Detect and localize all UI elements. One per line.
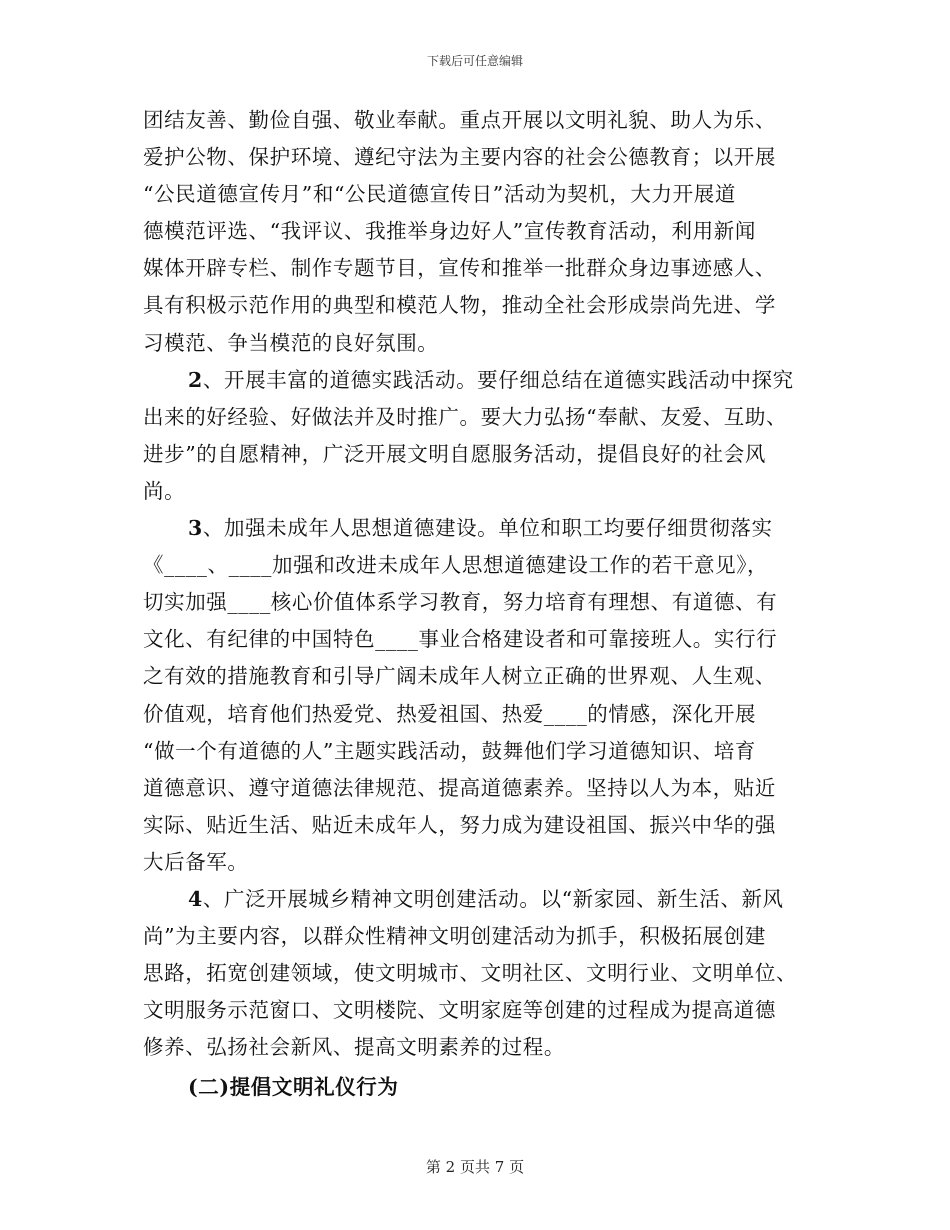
item-number: 3 [188, 516, 203, 541]
item-number: 2 [188, 367, 203, 392]
text-line: “公民道德宣传月”和“公民道德宣传日”活动为契机，大力开展道 [143, 182, 736, 207]
text-line: 德模范评选、“我评议、我推举身边好人”宣传教育活动，利用新闻 [143, 219, 756, 244]
page-header: 下载后可任意编辑 [426, 54, 523, 68]
text-line: 媒体开辟专栏、制作专题节目，宣传和推举一批群众身边事迹感人、 [143, 256, 776, 281]
text-line: 价值观，培育他们热爱党、热爱祖国、热爱____的情感，深化开展 [143, 701, 757, 726]
text-line: 进步”的自愿精神，广泛开展文明自愿服务活动，提倡良好的社会风 [143, 441, 766, 466]
page-footer: 第 2 页共 7 页 [425, 1158, 525, 1176]
item-number: 4 [188, 886, 203, 911]
item-2-first-line [143, 362, 809, 399]
text-line: 切实加强____核心价值体系学习教育，努力培育有理想、有道德、有 [143, 590, 778, 615]
item-text: 、广泛开展城乡精神文明创建活动。以“新家园、新生活、新风 [202, 886, 784, 911]
text-line: 尚。 [143, 478, 186, 503]
text-line: 之有效的措施教育和引导广阔未成年人树立正确的世界观、人生观、 [143, 664, 776, 689]
text-line: 出来的好经验、好做法并及时推广。要大力弘扬“奉献、友爱、互助、 [143, 404, 788, 429]
text-line: 思路，拓宽创建领域，使文明城市、文明社区、文明行业、文明单位、 [143, 961, 798, 986]
text-line: “做一个有道德的人”主题实践活动，鼓舞他们学习道德知识、培育 [143, 738, 756, 763]
item-text: 、开展丰富的道德实践活动。要仔细总结在道德实践活动中探究 [202, 367, 794, 392]
text-line: 大后备军。 [143, 849, 249, 874]
item-4-first-line [143, 881, 809, 918]
document-body [143, 102, 809, 1107]
item-3-first-line [143, 510, 809, 547]
text-line: 修养、弘扬社会新风、提高文明素养的过程。 [143, 1035, 565, 1060]
text-line: 文化、有纪律的中国特色____事业合格建设者和可靠接班人。实行行 [143, 627, 778, 652]
section-heading: (二)提倡文明礼仪行为 [188, 1075, 399, 1100]
text-line: 爱护公物、保护环境、遵纪守法为主要内容的社会公德教育；以开展 [143, 145, 776, 170]
text-line: 团结友善、勤俭自强、敬业奉献。重点开展以文明礼貌、助人为乐、 [143, 108, 776, 132]
text-line: 具有积极示范作用的典型和模范人物，推动全社会形成崇尚先进、学 [143, 293, 776, 318]
text-line: 道德意识、遵守道德法律规范、提高道德素养。坚持以人为本，贴近 [143, 775, 776, 800]
text-line: 《____、____加强和改进未成年人思想道德建设工作的若干意见》， [143, 553, 769, 578]
text-line: 实际、贴近生活、贴近未成年人，努力成为建设祖国、振兴中华的强 [143, 812, 776, 837]
text-line: 尚”为主要内容，以群众性精神文明创建活动为抓手，积极拓展创建 [143, 924, 766, 949]
text-line: 习模范、争当模范的良好氛围。 [143, 330, 439, 355]
item-text: 、加强未成年人思想道德建设。单位和职工均要仔细贯彻落实 [202, 516, 773, 541]
text-line: 文明服务示范窗口、文明楼院、文明家庭等创建的过程成为提高道德 [143, 998, 776, 1023]
